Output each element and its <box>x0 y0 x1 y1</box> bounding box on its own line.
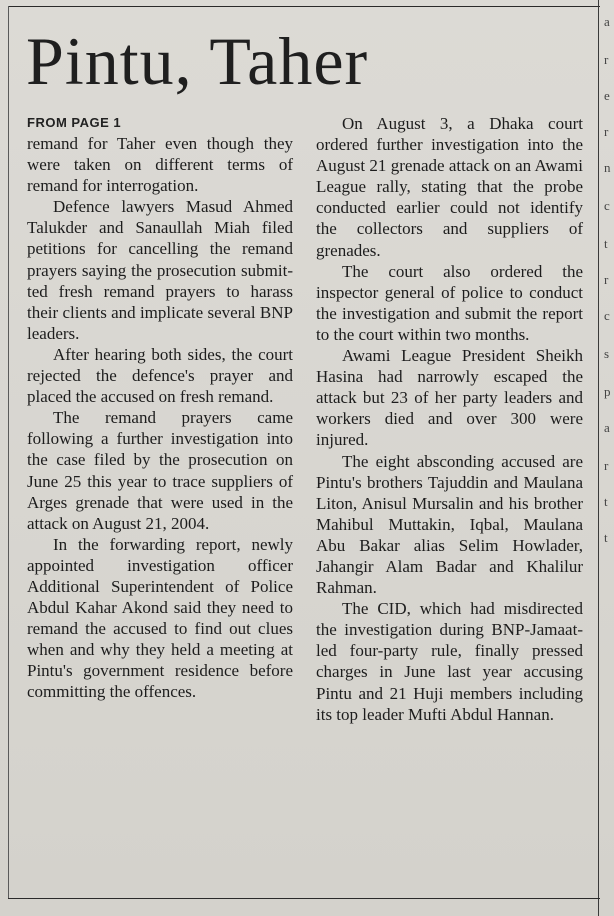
paragraph: Awami League President Sheikh Hasina had narrowly escaped the attack but 23 of her party leaders and workers died and over 300 were injured. <box>316 346 583 450</box>
margin-letter: t <box>604 494 608 509</box>
paragraph: On August 3, a Dhaka court ordered further investigation into the August 21 grenade attack on an Awami League rally, stating that the probe conducted earlier could not identify the collectors and suppliers of grenades. <box>316 114 583 260</box>
margin-letter: t <box>604 236 608 251</box>
margin-letter: s <box>604 346 610 361</box>
margin-letter: c <box>604 198 610 213</box>
paragraph: remand for Taher even though they were taken on different terms of remand for interrogation. <box>27 134 293 196</box>
paragraph: After hearing both sides, the court rejected the defence's prayer and placed the accused on fresh remand. <box>27 344 293 407</box>
margin-letter: a <box>604 14 610 29</box>
right-column-rule <box>598 0 599 916</box>
margin-letter: t <box>604 530 608 545</box>
top-rule <box>8 6 600 7</box>
bottom-rule <box>8 898 600 899</box>
paragraph: The eight absconding accused are Pintu's brothers Tajuddin and Maulana Liton, Anisul Mursalin and his brother Mahibul Muttakin, Iqbal, Maulana Abu Bakar alias Selim Howlader, Jahangir Alam Badar and Khalilur Rahman. <box>316 451 583 598</box>
margin-letter: r <box>604 272 609 287</box>
paragraph: Defence lawyers Masud Ahmed Talukder and Sanaullah Miah filed petitions for cancelling the remand prayers saying the prosecution submitted fresh remand prayers to harass their clients and implicate several BNP leaders. <box>27 197 293 343</box>
margin-letter: r <box>604 458 609 473</box>
headline: Pintu, Taher <box>26 23 369 99</box>
margin-letter: p <box>604 384 611 399</box>
article-column-2 <box>316 113 583 725</box>
paragraph: The remand prayers came following a further investigation into the case filed by the prosecution on June 25 this year to trace suppliers of Arges grenade that were used in the attack on August 21, 2004. <box>27 408 293 533</box>
margin-letter: r <box>604 124 609 139</box>
article-column-1 <box>27 133 293 703</box>
paragraph: The court also ordered the inspector general of police to conduct the investigation and submit the report to the court within two months. <box>316 261 583 344</box>
margin-letter: r <box>604 52 609 67</box>
margin-letter: c <box>604 308 610 323</box>
margin-letter: n <box>604 160 611 175</box>
margin-letter: e <box>604 88 610 103</box>
left-column-rule <box>8 6 9 899</box>
adjacent-column-fragment <box>600 0 614 916</box>
paragraph: The CID, which had misdirected the investigation during BNP-Jamaat-led four-party rule, finally pressed charges in June last year accusing Pintu and 21 Huji members including its top leader Mufti Abdul Hannan. <box>316 599 583 724</box>
kicker-from-page-1: FROM PAGE 1 <box>27 115 122 130</box>
margin-letter: a <box>604 420 610 435</box>
paragraph: In the forwarding report, newly appointed investigation officer Additional Superintendent of Police Abdul Kahar Akond said they need to remand the accused to find out clues when and why they held a meeting at Pintu's government residence before committing the offences. <box>27 534 293 702</box>
